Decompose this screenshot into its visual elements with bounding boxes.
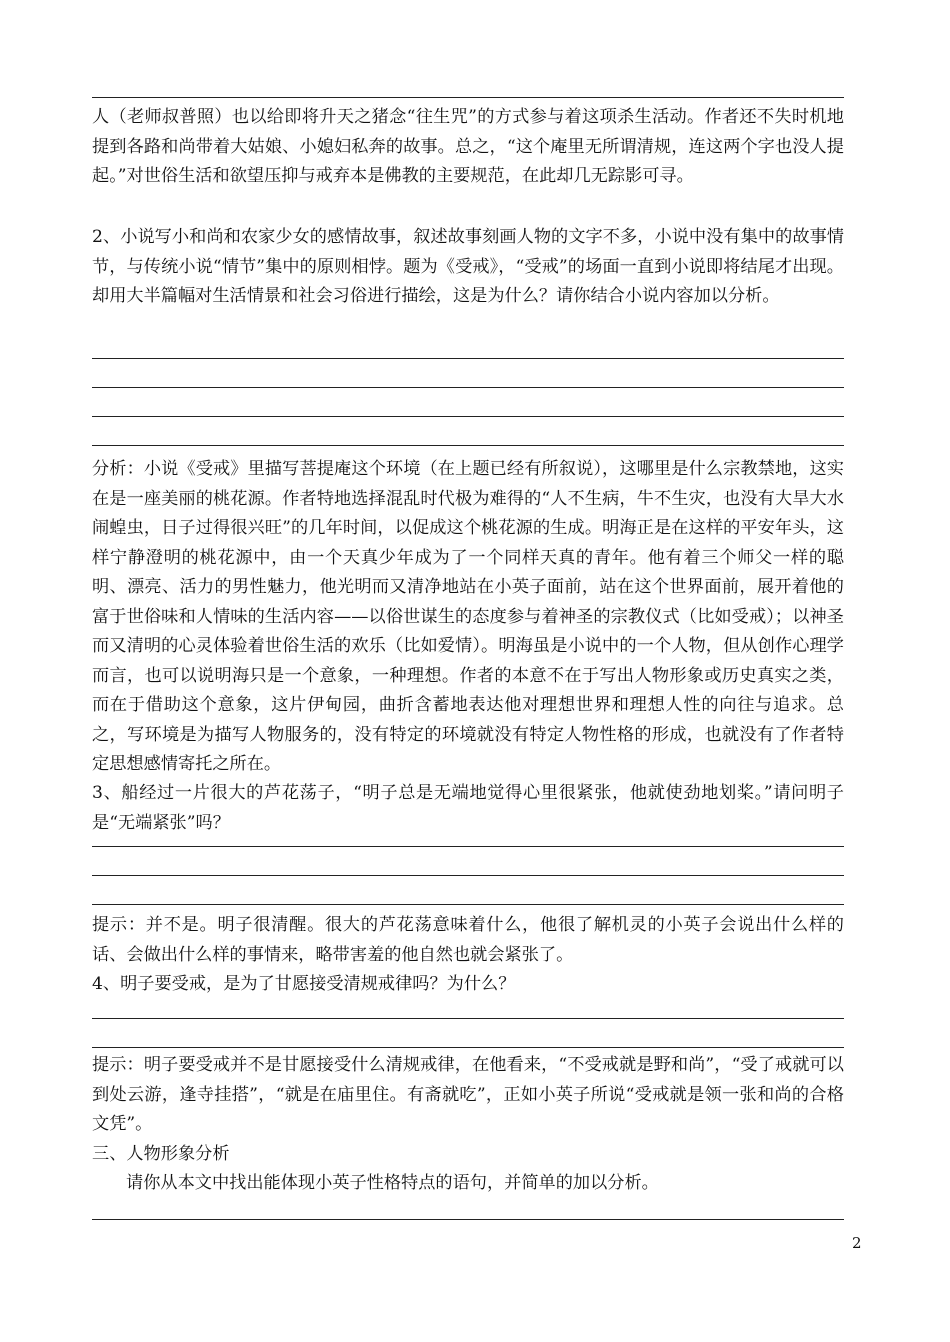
answer-line: [92, 904, 844, 905]
page-number: 2: [852, 1234, 862, 1252]
question-2: 2、小说写小和尚和农家少女的感情故事，叙述故事刻画人物的文字不多，小说中没有集中的故事情节，与传统小说“情节”集中的原则相悖。题为《受戒》，“受戒”的场面一直到小说即将结尾才出现。却用大半篇幅对生活情景和社会习俗进行描绘，这是为什么？请你结合小说内容加以分析。: [92, 227, 844, 306]
hint-4: 提示：明子要受戒并不是甘愿接受什么清规戒律，在他看来，“不受戒就是野和尚”，“受了戒就可以到处云游，逢寺挂搭”，“就是在庙里住。有斋就吃”，正如小英子所说“受戒就是领一张和尚的合格文凭”。: [92, 1055, 844, 1134]
answer-line: [92, 846, 844, 847]
instruction: 请你从本文中找出能体现小英子性格特点的语句，并简单的加以分析。: [126, 1173, 659, 1193]
answer-line: [92, 387, 844, 388]
question-3: 3、船经过一片很大的芦花荡子，“明子总是无端地觉得心里很紧张，他就使劲地划桨。”请问明子是“无端紧张”吗？: [92, 783, 844, 833]
answer-line: [92, 1047, 844, 1048]
answer-line: [92, 358, 844, 359]
analysis-2: 分析：小说《受戒》里描写菩提庵这个环境（在上题已经有所叙说），这哪里是什么宗教禁地，这实在是一座美丽的桃花源。作者特地选择混乱时代极为难得的“人不生病，牛不生灾，也没有大旱大水闹蝗虫，日子过得很兴旺”的几年时间，以促成这个桃花源的生成。明海正是在这样的平安年头，这样宁静澄明的桃花源中，由一个天真少年成为了一个同样天真的青年。他有着三个师父一样的聪明、漂亮、活力的男性魅力，他光明而又清净地站在小英子面前，站在这个世界面前，展开着他的富于世俗味和人情味的生活内容——以俗世谋生的态度参与着神圣的宗教仪式（比如受戒）；以神圣而又清明的心灵体验着世俗生活的欢乐（比如爱情）。明海虽是小说中的一个人物，但从创作心理学而言，也可以说明海只是一个意象，一种理想。作者的本意不在于写出人物形象或历史真实之类，而在于借助这个意象，这片伊甸园，曲折含蓄地表达他对理想世界和理想人性的向往与追求。总之，写环境是为描写人物服务的，没有特定的环境就没有特定人物性格的形成，也就没有了作者特定思想感情寄托之所在。: [92, 459, 844, 774]
top-rule: [92, 97, 844, 98]
answer-line: [92, 1219, 844, 1220]
section-heading: 三、人物形象分析: [92, 1144, 230, 1164]
answer-line: [92, 445, 844, 446]
paragraph-continuation: 人（老师叔普照）也以给即将升天之猪念“往生咒”的方式参与着这项杀生活动。作者还不失时机地提到各路和尚带着大姑娘、小媳妇私奔的故事。总之，“这个庵里无所谓清规，连这两个字也没人提起。”对世俗生活和欲望压抑与戒弃本是佛教的主要规范，在此却几无踪影可寻。: [92, 107, 844, 186]
question-4: 4、明子要受戒，是为了甘愿接受清规戒律吗？为什么？: [92, 974, 516, 994]
answer-line: [92, 416, 844, 417]
answer-line: [92, 875, 844, 876]
hint-3: 提示：并不是。明子很清醒。很大的芦花荡意味着什么，他很了解机灵的小英子会说出什么样的话、会做出什么样的事情来，略带害羞的他自然也就会紧张了。: [92, 915, 844, 965]
answer-line: [92, 1018, 844, 1019]
